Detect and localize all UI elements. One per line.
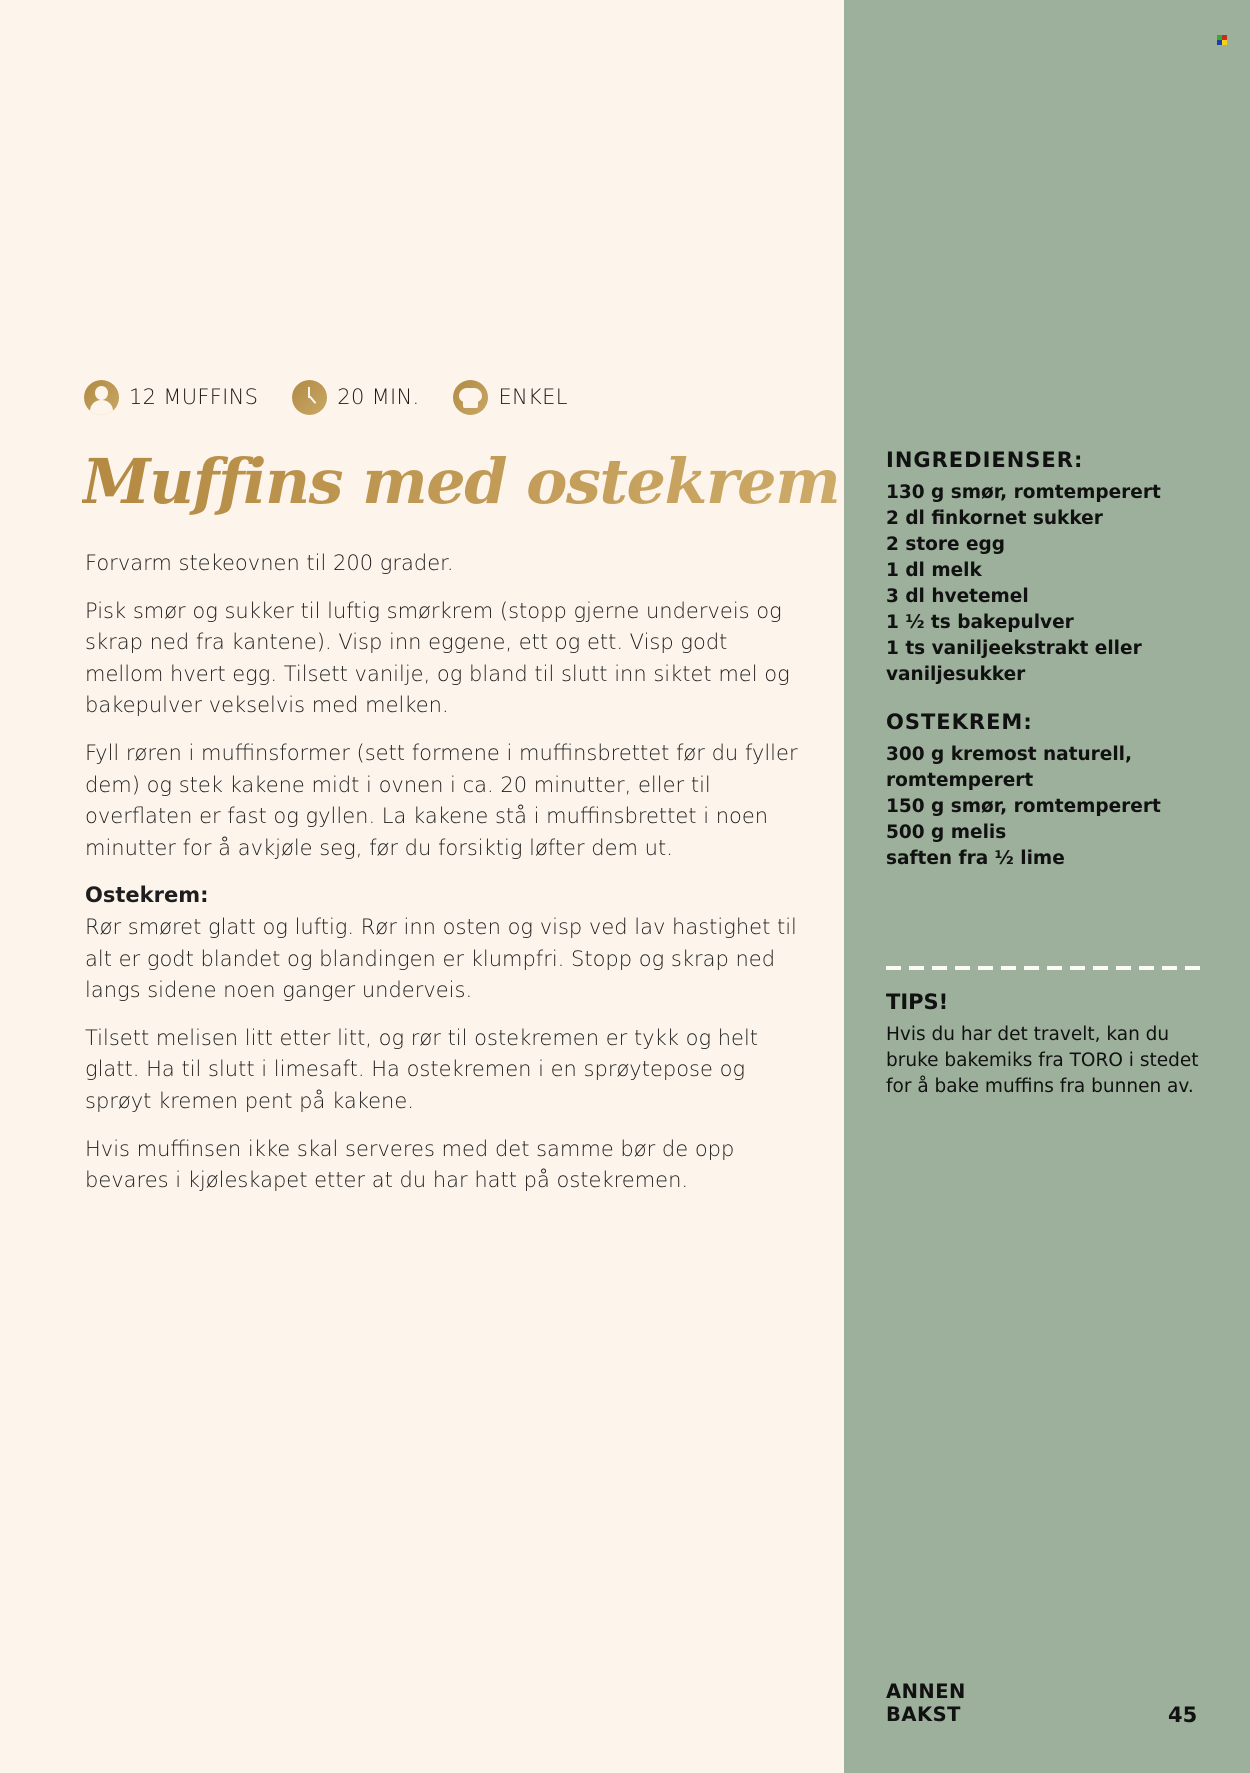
instruction-paragraph: Forvarm stekeovnen til 200 grader.	[85, 551, 454, 575]
section-label-line: BAKST	[886, 1703, 961, 1726]
recipe-instructions	[85, 548, 805, 1213]
ingredients-sidebar	[844, 0, 1250, 1773]
ingredients-list	[886, 480, 1216, 688]
ingredients-block	[886, 448, 1216, 872]
ingredient-item: 2 store egg	[886, 534, 1006, 555]
ingredient-item: 130 g smør, romtemperert	[886, 482, 1161, 503]
recipe-title: Muffins med ostekrem	[82, 437, 839, 527]
servings-label: 12 MUFFINS	[129, 385, 259, 409]
instruction-paragraph: Rør smøret glatt og luftig. Rør inn osten og visp ved lav hastighet til alt er godt blandet og blandingen er klumpfri. Stopp og skrap ned langs sidene noen ganger underveis.	[85, 914, 797, 1003]
instruction-paragraph: Tilsett melisen litt etter litt, og rør til ostekremen er tykk og helt glatt. Ha til slutt i limesaft. Ha ostekremen i en sprøytepose og sprøyt kremen pent på kakene.	[85, 1025, 759, 1113]
ingredient-item: 150 g smør, romtemperert	[886, 796, 1161, 817]
ingredient-item: 1 ½ ts bakepulver	[886, 612, 1074, 633]
instruction-paragraph: Fyll røren i muffinsformer (sett formene i muffinsbrettet før du fyller dem) og stek kakene midt i ovnen i ca. 20 minutter, eller til overflaten er fast og gyllen. La kakene stå i muffinsbrettet i noen minutter for å avkjøle seg, før du forsiktig løfter dem ut.	[85, 740, 798, 860]
ingredient-item: 1 dl melk	[886, 560, 982, 581]
chef-hat-icon	[453, 380, 488, 415]
ingredient-item: 300 g kremost naturell, romtemperert	[886, 744, 1133, 791]
page-number: 45	[1168, 1703, 1198, 1727]
difficulty-meta	[453, 380, 567, 415]
dashed-divider	[886, 966, 1201, 970]
difficulty-label: ENKEL	[498, 385, 568, 409]
recipe-meta-row	[84, 379, 602, 415]
tips-block	[886, 990, 1216, 1100]
clock-icon	[292, 380, 327, 415]
frosting-subheading: Ostekrem:	[85, 883, 209, 908]
section-label-line: ANNEN	[886, 1680, 966, 1703]
servings-meta	[84, 380, 258, 415]
ingredient-item: saften fra ½ lime	[886, 848, 1065, 869]
frosting-heading: OSTEKREM:	[886, 710, 1033, 734]
person-icon	[84, 380, 119, 415]
ingredient-item: 1 ts vaniljeekstrakt eller vaniljesukker	[886, 638, 1142, 685]
instruction-paragraph: Hvis muffinsen ikke skal serveres med det samme bør de opp bevares i kjøleskapet etter at du har hatt på ostekremen.	[85, 1136, 735, 1193]
instruction-paragraph: Pisk smør og sukker til luftig smørkrem (stopp gjerne underveis og skrap ned fra kantene). Visp inn eggene, ett og ett. Visp godt mellom hvert egg. Tilsett vanilje, og bland til slutt inn siktet mel og bakepulver vekselvis med melken.	[85, 598, 790, 718]
ingredients-heading: INGREDIENSER:	[886, 448, 1084, 472]
color-squares-logo-icon	[1217, 35, 1227, 45]
frosting-ingredients-list	[886, 742, 1216, 872]
ingredient-item: 3 dl hvetemel	[886, 586, 1029, 607]
time-meta	[292, 380, 419, 415]
ingredient-item: 500 g melis	[886, 822, 1007, 843]
ingredient-item: 2 dl finkornet sukker	[886, 508, 1103, 529]
tips-heading: TIPS!	[886, 990, 949, 1014]
tips-text: Hvis du har det travelt, kan du bruke bakemiks fra TORO i stedet for å bake muffins fra bunnen av.	[886, 1024, 1199, 1097]
section-label	[886, 1680, 966, 1726]
time-label: 20 MIN.	[337, 385, 420, 409]
